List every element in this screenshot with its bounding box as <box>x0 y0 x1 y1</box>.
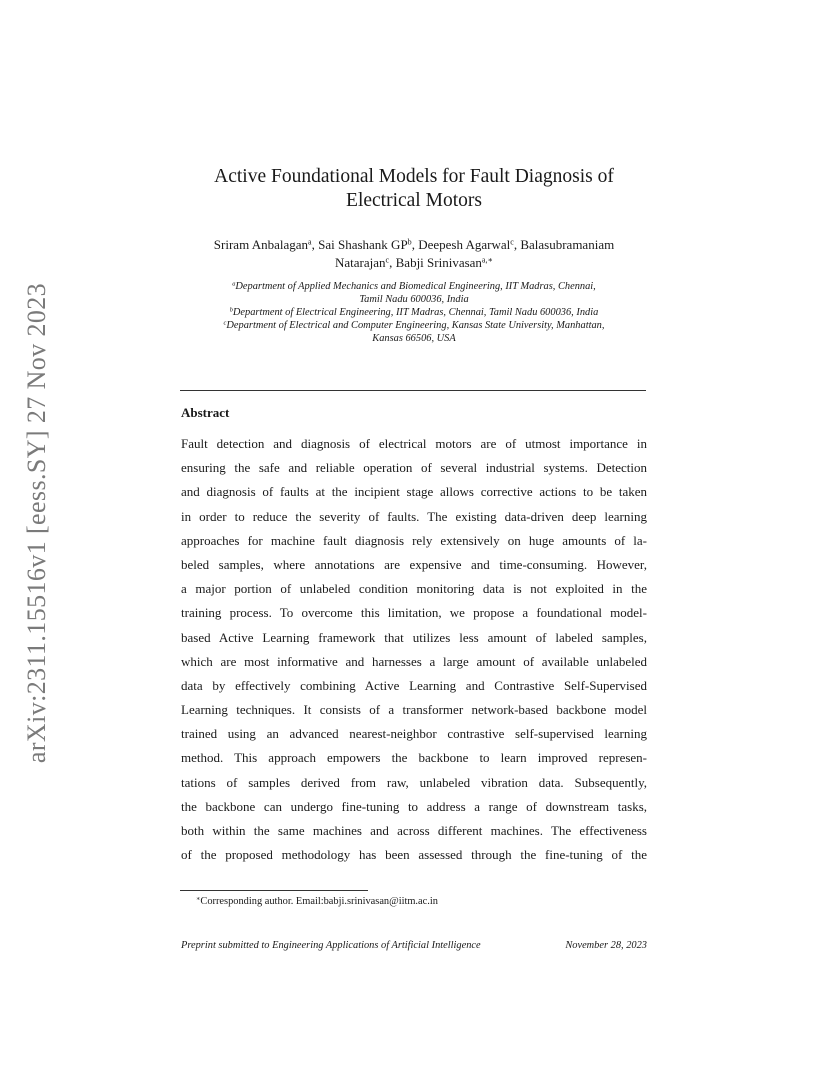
affiliation-mark: b <box>229 306 233 314</box>
abstract-line: tations of samples derived from raw, unlabeled vibration data. Subsequently, <box>181 774 647 790</box>
affiliation-mark: a <box>308 237 312 247</box>
title-line: Electrical Motors <box>346 190 482 211</box>
footnote-text: Corresponding author. Email:babji.srinivasan@iitm.ac.in <box>200 896 438 907</box>
affiliation-mark: a <box>232 280 236 288</box>
author-name: Natarajan <box>335 255 386 270</box>
title-line: Active Foundational Models for Fault Diagnosis of <box>214 166 614 187</box>
affiliation-line: $^b$Department of Electrical Engineering, IIT Madras, Chennai, Tamil Nadu 600036, India <box>229 306 599 318</box>
affiliation-line: Tamil Nadu 600036, India <box>359 294 469 305</box>
author-list <box>180 236 648 272</box>
page-footer <box>181 940 647 951</box>
abstract-line: of the proposed methodology has been assessed through the fine-tuning of the <box>181 847 647 863</box>
author-line: Natarajan$^c$, Babji Srinivasan$^{a,∗}$ <box>335 255 493 270</box>
abstract-line: the backbone can undergo fine-tuning to address a range of downstream tasks, <box>181 798 647 814</box>
abstract-line: trained using an advanced nearest-neighbor contrastive self-supervised learning <box>181 726 647 742</box>
abstract-heading: Abstract <box>181 405 230 420</box>
affiliation-mark: a,∗ <box>481 255 493 265</box>
footer-date: November 28, 2023 <box>565 940 647 951</box>
affiliation-mark: c <box>385 255 390 265</box>
affiliation-mark: c <box>223 319 227 327</box>
abstract-line: and diagnosis of faults at the incipient stage allows corrective actions to be taken <box>181 484 647 500</box>
arxiv-identifier-stamp: arXiv:2311.15516v1 [eess.SY] 27 Nov 2023 <box>22 282 51 764</box>
abstract-line: a major portion of unlabeled condition monitoring data is not exploited in the <box>181 581 647 597</box>
author-line: Sriram Anbalagan$^a$, Sai Shashank $GP^b$, Deepesh Agarwal$^c$, Balasubramaniam <box>213 237 615 252</box>
abstract-line: method. This approach empowers the backbone to learn improved represen- <box>181 750 647 766</box>
abstract-line: both within the same machines and across different machines. The effectiveness <box>181 823 647 838</box>
paper-title <box>180 165 648 213</box>
affiliations <box>170 280 658 345</box>
abstract-line: training process. To overcome this limitation, we propose a foundational model- <box>181 605 647 621</box>
author-name: Babji Srinivasan <box>395 255 482 270</box>
abstract-line: ensuring the safe and reliable operation of several industrial systems. Detection <box>181 460 647 476</box>
author-name: Deepesh Agarwal <box>418 237 511 252</box>
affiliation-mark: b <box>407 237 412 247</box>
footer-preprint-note: Preprint submitted to Engineering Applications of Artificial Intelligence <box>181 940 481 951</box>
abstract-line: Learning techniques. It consists of a transformer network-based backbone model <box>181 702 647 718</box>
abstract-line: based Active Learning framework that utilizes less amount of labeled samples, <box>181 629 647 645</box>
abstract-line: approaches for machine fault diagnosis rely extensively on huge amounts of la- <box>181 532 647 548</box>
abstract-line: which are most informative and harnesses a large amount of available unlabeled <box>181 653 647 669</box>
footnote-rule <box>180 890 368 891</box>
footnote <box>196 896 438 907</box>
footnote-mark: ∗ <box>196 895 201 903</box>
abstract-line: in order to reduce the severity of faults. The existing data-driven deep learning <box>181 508 647 524</box>
abstract-line: Fault detection and diagnosis of electrical motors are of utmost importance in <box>181 436 647 451</box>
author-name: Sriram Anbalagan <box>213 237 309 252</box>
author-name: Balasubramaniam <box>520 237 615 252</box>
abstract-line: beled samples, where annotations are expensive and time-consuming. However, <box>181 556 647 572</box>
horizontal-rule <box>180 390 646 391</box>
affiliation-line: Kansas 66506, USA <box>372 333 456 344</box>
affiliation-mark: c <box>510 237 514 247</box>
affiliation-line: $^a$Department of Applied Mechanics and Biomedical Engineering, IIT Madras, Chennai, <box>232 280 596 292</box>
affiliation-line: $^c$Department of Electrical and Computer Engineering, Kansas State University, Manhattan, <box>223 319 605 331</box>
abstract-body <box>181 432 647 867</box>
author-name: Sai Shashank GP <box>318 237 408 252</box>
abstract-line: data by effectively combining Active Learning and Contrastive Self-Supervised <box>181 677 647 693</box>
